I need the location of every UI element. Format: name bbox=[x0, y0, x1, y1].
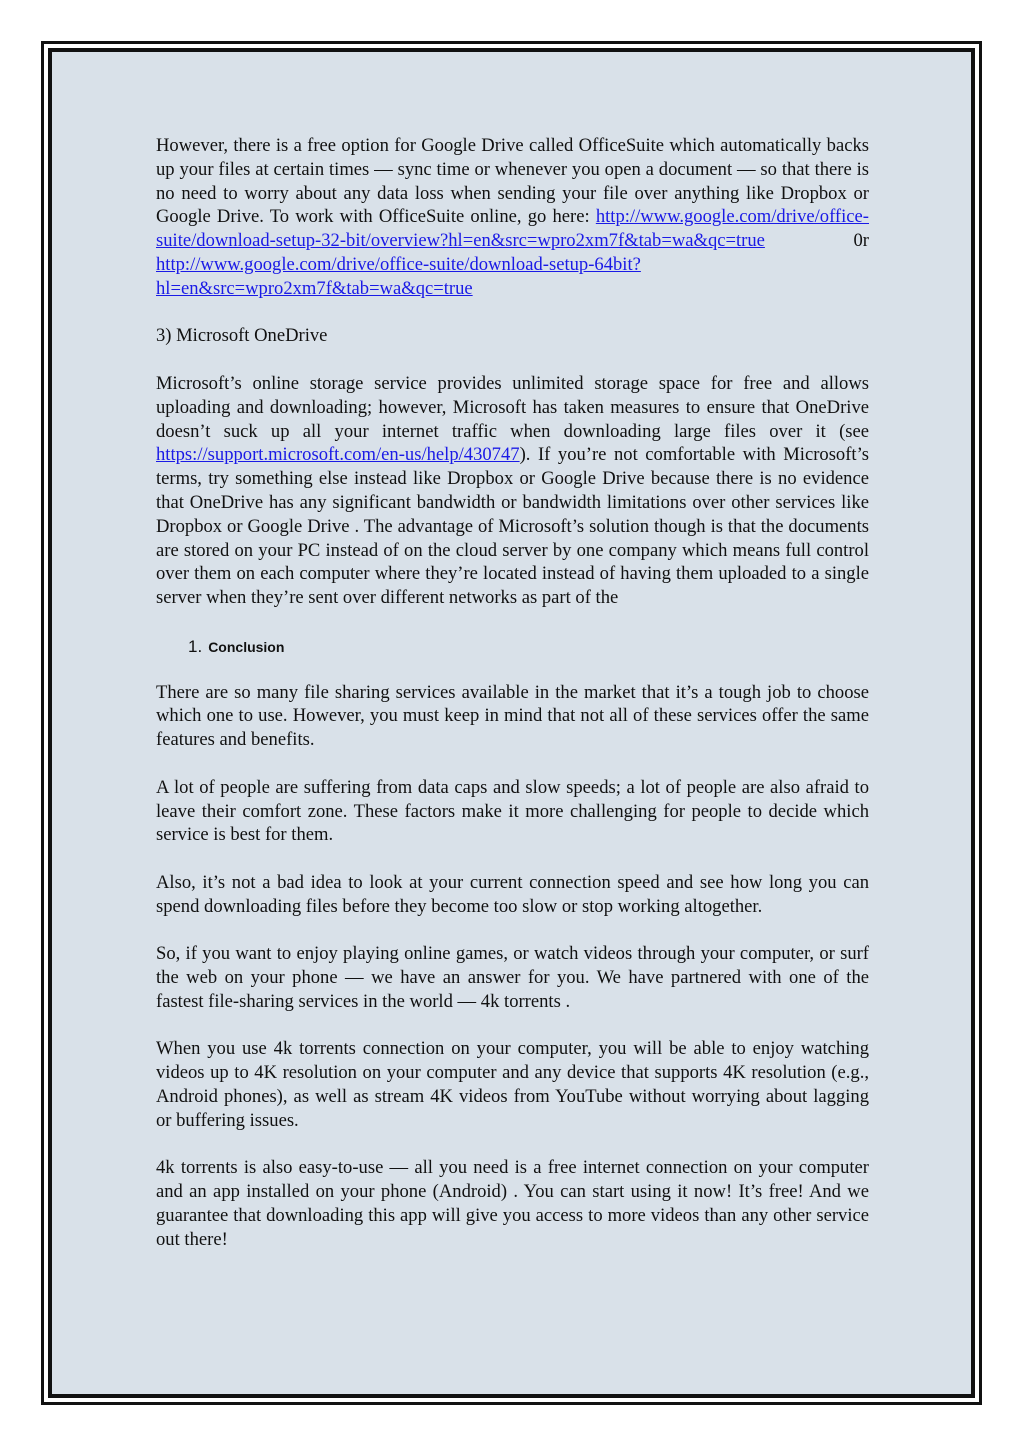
document-body bbox=[156, 134, 869, 1275]
paragraph-text: However, there is a free option for Google Drive called OfficeSuite which automatically backs up your files at certain times — sync time or whenever you open a document — so that there is no need to worry about any data loss when sending your file over anything like Dropbox or Google Drive. To work with OfficeSuite online, go here: bbox=[156, 135, 869, 228]
paragraph-partnered: So, if you want to enjoy playing online games, or watch videos through your computer, or surf the web on your phone — we have an answer for you. We have partnered with one of the fastest file-sharing services in the world — 4k torrents . bbox=[156, 943, 869, 1012]
microsoft-support-link[interactable]: https://support.microsoft.com/en-us/help/430747 bbox=[156, 444, 520, 466]
paragraph-connection-speed: Also, it’s not a bad idea to look at your current connection speed and see how long you can spend downloading files before they become too slow or stop working altogether. bbox=[156, 871, 869, 917]
paragraph-officesuite bbox=[156, 134, 869, 301]
paragraph-text: Microsoft’s online storage service provides unlimited storage space for free and allows uploading and downloading; however, Microsoft has taken measures to ensure that OneDrive doesn’t suck up all your internet traffic when downloading large files over it (see bbox=[156, 372, 869, 442]
conclusion-number: 1. bbox=[188, 636, 203, 656]
page-border-outer bbox=[41, 41, 982, 1405]
conclusion-heading bbox=[156, 634, 869, 660]
paragraph-onedrive bbox=[156, 372, 869, 610]
paragraph-easy-to-use: 4k torrents is also easy-to-use — all you need is a free internet connection on your computer and an app installed on your phone (Android) . You can start using it now! It’s free! And we guarantee that downloading this app will give you access to more videos than any other service out there! bbox=[156, 1157, 869, 1250]
paragraph-4k-resolution: When you use 4k torrents connection on your computer, you will be able to enjoy watching videos up to 4K resolution on your computer and any device that supports 4K resolution (e.g., Android phones), as well as stream 4K videos from YouTube without worrying about lagging or buffering issues. bbox=[156, 1038, 869, 1131]
officesuite-64bit-link[interactable]: http://www.google.com/drive/office-suite/download-setup-64bit?hl=en&src=wpro2xm7f&tab=wa&qc=true bbox=[156, 253, 641, 299]
conclusion-label: Conclusion bbox=[208, 638, 285, 655]
officesuite-32bit-link[interactable]: http://www.google.com/drive/office-suite/download-setup-32-bit/overview?hl=en&src=wpro2xm7f&tab=wa&qc=true bbox=[156, 206, 869, 252]
section-heading-onedrive: 3) Microsoft OneDrive bbox=[156, 325, 328, 347]
paragraph-data-caps: A lot of people are suffering from data caps and slow speeds; a lot of people are also afraid to leave their comfort zone. These factors make it more challenging for people to decide which service is best for them. bbox=[156, 776, 869, 846]
paragraph-file-sharing-services: There are so many file sharing services available in the market that it’s a tough job to choose which one to use. However, you must keep in mind that not all of these services offer the same features and benefits. bbox=[156, 681, 869, 751]
or-text: 0r bbox=[764, 230, 869, 252]
page-border-inner bbox=[48, 48, 975, 1398]
paragraph-text: ). If you’re not comfortable with Microsoft’s terms, try something else instead like Dropbox or Google Drive because there is no evidence that OneDrive has any significant bandwidth or bandwidth limitations over other services like Dropbox or Google Drive . The advantage of Microsoft’s solution though is that the documents are stored on your PC instead of on the cloud server by one company which means full control over them on each computer where they’re located instead of having them uploaded to a single server when they’re sent over different networks as part of the bbox=[156, 444, 869, 609]
